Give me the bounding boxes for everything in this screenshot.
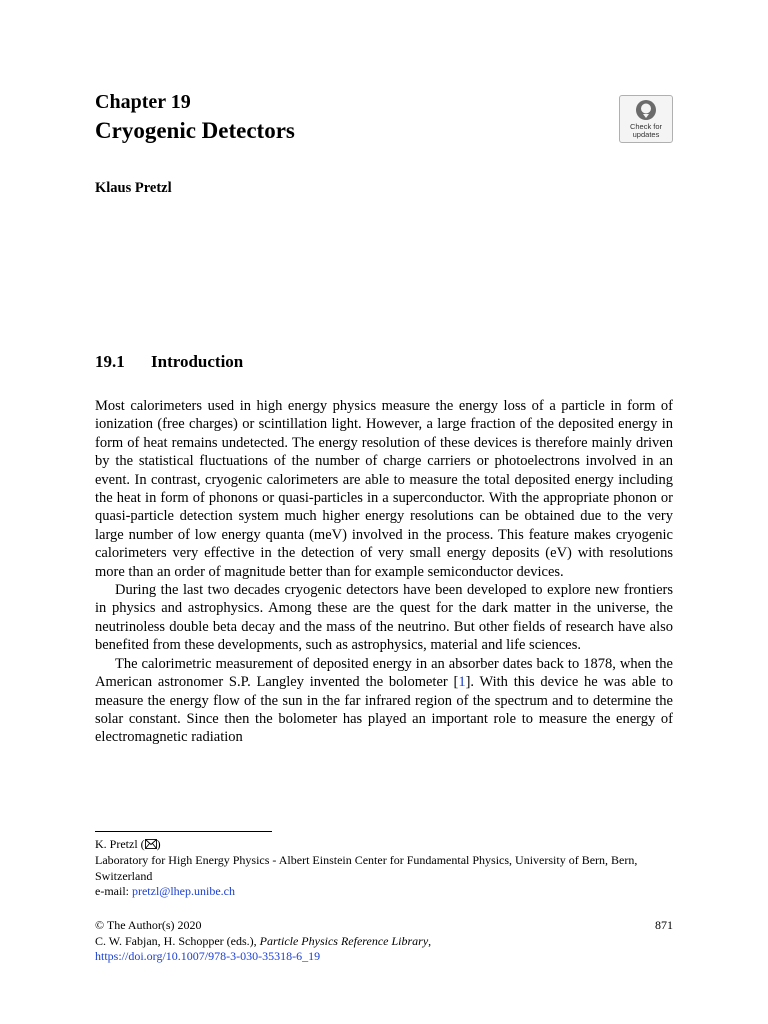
section-title: Introduction [151, 352, 244, 371]
paragraph-3-start: The calorimetric measurement of deposited energy in an absorber dates back to 1878, when the American astronomer S.P. Langley invented the bolometer [ [95, 655, 673, 691]
footnote-author [95, 837, 673, 853]
paragraph-3-end: ]. With this device he was able to measure the energy flow of the sun in the far infrared region of the spectrum and to determine the solar constant. Since then the bolometer has played an important role to measure the energy of electromagnetic radiation [95, 674, 673, 746]
check-for-updates-badge[interactable] [619, 95, 673, 143]
section-heading [95, 351, 243, 373]
paragraph-2: During the last two decades cryogenic detectors have been developed to explore new frontiers in physics and astrophysics. Among these are the quest for the dark matter in the universe, the neutrinoless double beta decay and the mass of the neutrino. But other fields of research have also benefited from these developments, such as astrophysics, material and life sciences. [95, 582, 673, 654]
book-citation [95, 934, 673, 950]
paragraph-1: Most calorimeters used in high energy physics measure the energy loss of a particle in form of ionization (free charges) or scintillation light. However, a large fraction of the deposited energy in form of heat remains undetected. The energy resolution of these devices is therefore mainly driven by the statistical fluctuations of the number of charge carriers or photoelectrons involved in an event. In contrast, cryogenic calorimeters are able to measure the total deposited energy including the heat in form of phonons or quasi-particles in a superconductor. With the appropriate phonon or quasi-particle detection system much higher energy resolutions can be obtained due to the very large number of low energy quanta (meV) involved in the process. This feature makes cryogenic calorimeters very effective in the detection of very small energy deposits (eV) with resolutions more than an order of magnitude better than for example semiconductor devices. [95, 398, 673, 580]
section-number: 19.1 [95, 352, 125, 371]
book-title-suffix: , [428, 934, 432, 948]
badge-text-line1: Check for [629, 122, 663, 131]
chapter-title: Cryogenic Detectors [95, 118, 295, 143]
page-number: 871 [655, 918, 673, 932]
book-editors: C. W. Fabjan, H. Schopper (eds.), [95, 934, 260, 948]
envelope-icon [145, 839, 157, 849]
footnote-affiliation: Laboratory for High Energy Physics - Albert Einstein Center for Fundamental Physics, University of Bern, Bern, Switzerland [95, 853, 638, 883]
footnote-author-name: K. Pretzl ( [95, 837, 145, 851]
footnote-email-line [95, 884, 673, 900]
email-label: e-mail: [95, 884, 132, 898]
paragraph-3 [95, 655, 673, 747]
doi-link[interactable]: https://doi.org/10.1007/978-3-030-35318-6_19 [95, 949, 321, 963]
copyright-line: © The Author(s) 2020 [95, 918, 202, 932]
citation-link[interactable]: 1 [458, 674, 466, 691]
check-for-updates-icon [635, 99, 657, 121]
book-title: Particle Physics Reference Library [259, 934, 429, 948]
email-link[interactable]: pretzl@lhep.unibe.ch [131, 884, 235, 898]
footnote-divider [95, 831, 272, 832]
badge-text-line2: updates [632, 130, 660, 139]
author-name: Klaus Pretzl [95, 180, 172, 196]
footnote-author-close: ) [156, 837, 161, 851]
doi-line [95, 949, 673, 965]
body-text [95, 397, 673, 747]
chapter-label: Chapter 19 [95, 91, 191, 113]
